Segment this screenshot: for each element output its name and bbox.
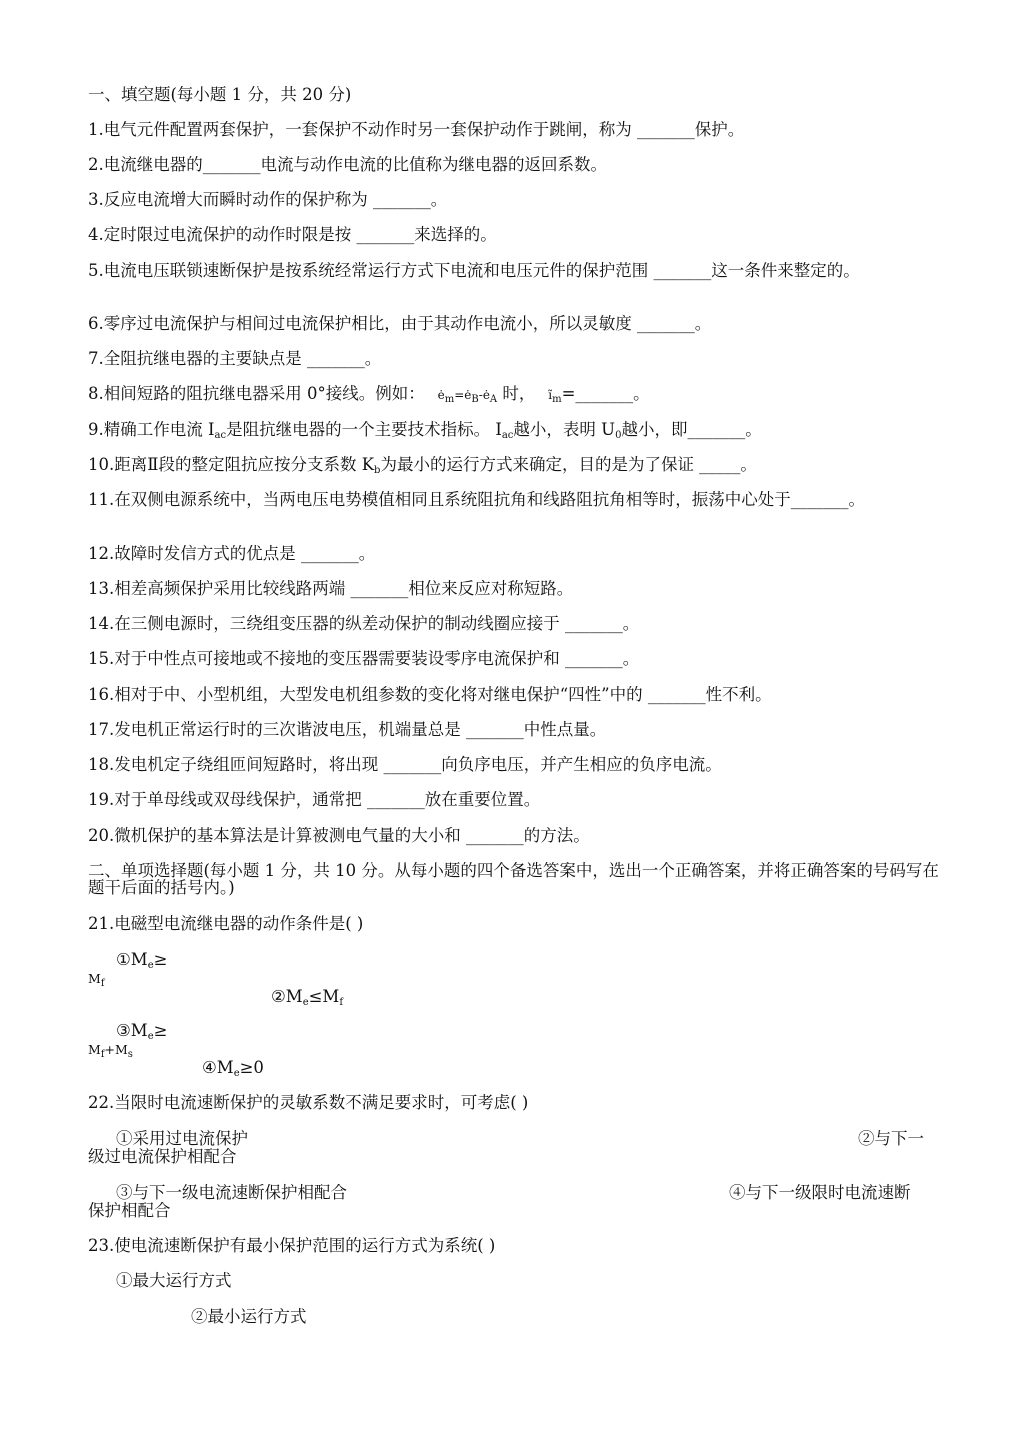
question-21-stem: 21.电磁型电流继电器的动作条件是( ) [88,914,364,933]
question-3: 3.反应电流增大而瞬时动作的保护称为 _______。 [88,190,448,209]
question-13: 13.相差高频保护采用比较线路两端 _______相位来反应对称短路。 [88,579,574,598]
question-19: 19.对于单母线或双母线保护，通常把 _______放在重要位置。 [88,790,541,809]
q21-option-1-line1: $①M_e\ge$ [116,950,168,971]
question-23-stem: 23.使电流速断保护有最小保护范围的运行方式为系统( ) [88,1236,496,1255]
question-2: 2.电流继电器的_______电流与动作电流的比值称为继电器的返回系数。 [88,155,607,174]
question-12: 12.故障时发信方式的优点是 _______。 [88,544,376,563]
question-15: 15.对于中性点可接地或不接地的变压器需要装设零序电流保护和 _______。 [88,649,640,668]
question-17: 17.发电机正常运行时的三次谐波电压，机端量总是 _______中性点量。 [88,720,607,739]
question-4: 4.定时限过电流保护的动作时限是按 _______来选择的。 [88,225,497,244]
q8-mid: 时， [502,384,536,403]
question-8 [88,385,650,404]
q8-prefix: 8.相间短路的阻抗继电器采用 0°接线。例如： [88,384,425,403]
q22-option-4-line2: 保护相配合 [88,1201,171,1220]
q22-option-4-line1: ④与下一级限时电流速断 [729,1183,911,1202]
q22-option-1: ①采用过电流保护 [116,1129,248,1148]
q8-phasor-equation: $ė_m=ė_B-ė_A$ [430,388,498,405]
question-18: 18.发电机定子绕组匝间短路时，将出现 _______向负序电压，并产生相应的负序电流。 [88,755,722,774]
question-20: 20.微机保护的基本算法是计算被测电气量的大小和 _______的方法。 [88,826,590,845]
section-1-title: 一、填空题(每小题 1 分，共 20 分) [88,85,352,104]
q23-option-1: ①最大运行方式 [116,1271,232,1290]
question-7: 7.全阻抗继电器的主要缺点是 _______。 [88,349,382,368]
q23-option-2: ②最小运行方式 [191,1307,307,1326]
section-2-title: 二、单项选择题(每小题 1 分，共 10 分。从每小题的四个备选答案中，选出一个正确答案，并将正确答案的号码写在题干后面的括号内。) [88,861,939,897]
question-6: 6.零序过电流保护与相间过电流保护相比，由于其动作电流小，所以灵敏度 _______。 [88,314,712,333]
question-14: 14.在三侧电源时，三绕组变压器的纵差动保护的制动线圈应接于 _______。 [88,614,640,633]
q21-option-3-line1: $③M_e\ge$ [116,1021,168,1042]
q22-option-2-line1: ②与下一 [858,1129,924,1148]
q8-phasor-result: $ĩ_m$ [540,388,562,405]
q21-option-3-line2: $M_f+M_s$ [88,1042,133,1060]
question-5: 5.电流电压联锁速断保护是按系统经常运行方式下电流和电压元件的保护范围 _______这一条件来整定的。 [88,261,860,280]
q21-option-4: $④M_e\ge 0$ [202,1058,264,1079]
question-16: 16.相对于中、小型机组，大型发电机组参数的变化将对继电保护“四性”中的 _______性不利。 [88,685,772,704]
q8-suffix: =_______。 [561,384,650,403]
question-10: 10.距离Ⅱ段的整定阻抗应按分支系数 $K_b$为最小的运行方式来确定，目的是为了保证 _____。 [88,455,757,476]
q21-option-2: $②M_e\le M_f$ [271,987,344,1008]
q22-option-3: ③与下一级电流速断保护相配合 [116,1183,347,1202]
q21-option-1-line2: $M_f$ [88,971,105,989]
question-22-stem: 22.当限时电流速断保护的灵敏系数不满足要求时，可考虑( ) [88,1093,529,1112]
q22-option-2-line2: 级过电流保护相配合 [88,1147,237,1166]
question-11: 11.在双侧电源系统中，当两电压电势模值相同且系统阻抗角和线路阻抗角相等时，振荡中心处于_______。 [88,490,865,509]
question-1: 1.电气元件配置两套保护，一套保护不动作时另一套保护动作于跳闸，称为 _______保护。 [88,120,745,139]
question-9: 9.精确工作电流 $I_{ac}$是阻抗继电器的一个主要技术指标。 $I_{ac}$越小，表明 $U_0$越小，即_______。 [88,420,762,441]
